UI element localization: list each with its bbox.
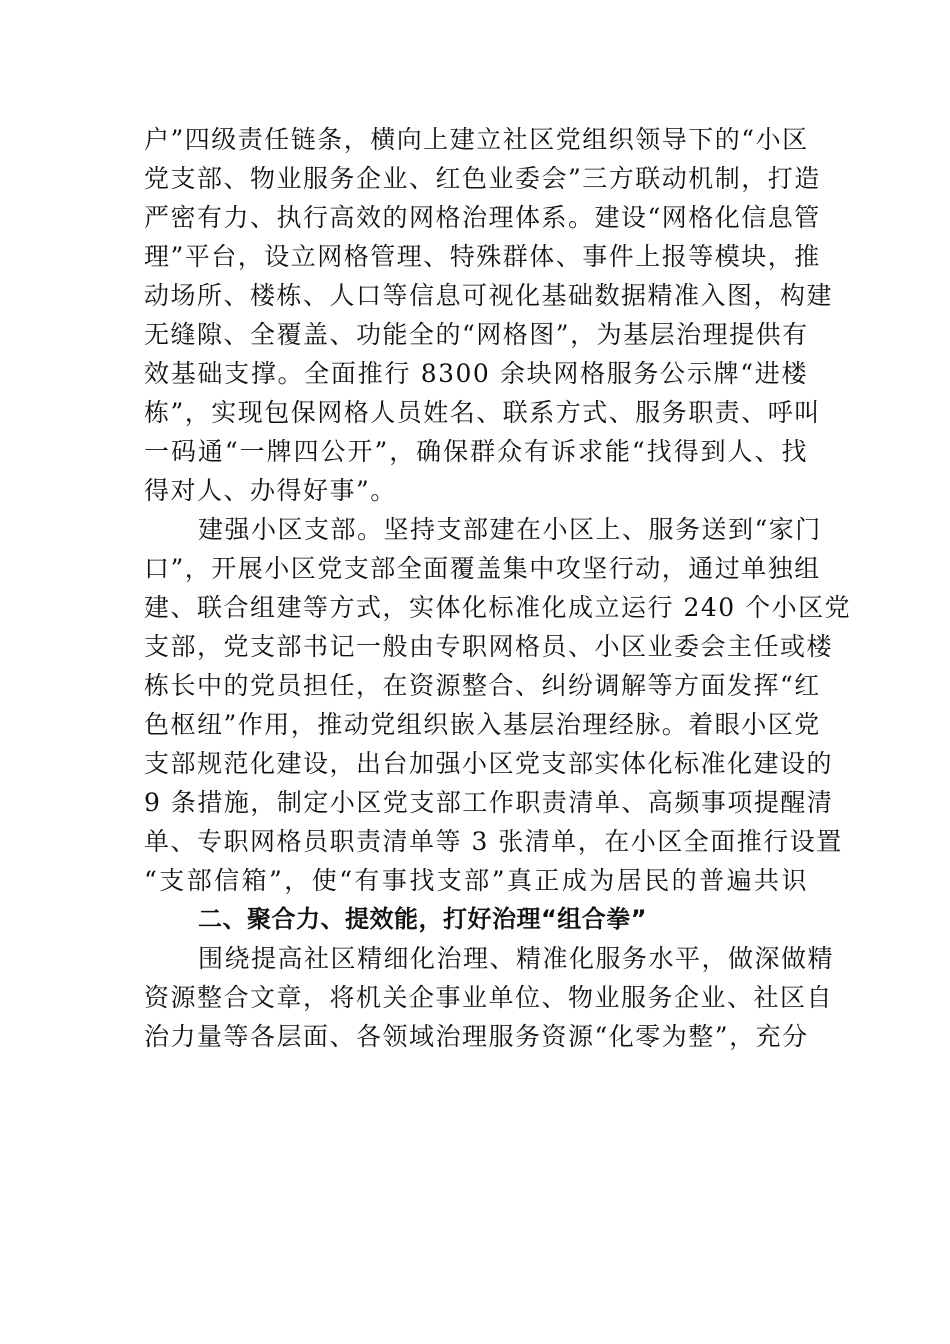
section-heading: 二、聚合力、提效能，打好治理“组合拳” [198,905,648,933]
text-line: 严密有力、执行高效的网格治理体系。建设“网格化信息管 [144,203,821,232]
text-line: 口”，开展小区党支部全面覆盖集中攻坚行动，通过单独组 [144,554,821,583]
document-body [144,120,852,1056]
text-line: 党支部、物业服务企业、红色业委会”三方联动机制，打造 [144,164,821,193]
text-line: 户”四级责任链条，横向上建立社区党组织领导下的“小区 [144,125,809,154]
text-line: 建、联合组建等方式，实体化标准化成立运行 240 个小区党 [144,593,852,622]
text-line: 色枢纽”作用，推动党组织嵌入基层治理经脉。着眼小区党 [144,710,821,739]
text-line: 栋”，实现包保网格人员姓名、联系方式、服务职责、呼叫 [144,398,821,427]
text-line: 建强小区支部。坚持支部建在小区上、服务送到“家门 [198,515,822,544]
paragraph-community-branch [144,510,852,900]
text-line: 栋长中的党员担任，在资源整合、纠纷调解等方面发挥“红 [144,671,821,700]
text-line: 9 条措施，制定小区党支部工作职责清单、高频事项提醒清 [144,788,834,817]
paragraph-grid-governance [144,120,834,510]
text-line: 效基础支撑。全面推行 8300 余块网格服务公示牌“进楼 [144,359,808,388]
text-line: 得对人、办得好事”。 [144,476,397,505]
text-line: “支部信箱”，使“有事找支部”真正成为居民的普遍共识 [144,866,808,895]
text-line: 资源整合文章，将机关企事业单位、物业服务企业、社区自 [144,983,834,1012]
text-line: 单、专职网格员职责清单等 3 张清单，在小区全面推行设置 [144,827,843,856]
paragraph-resource-integration [144,939,835,1056]
text-line: 治力量等各层面、各领域治理服务资源“化零为整”，充分 [144,1022,809,1051]
text-line: 理”平台，设立网格管理、特殊群体、事件上报等模块，推 [144,242,821,271]
text-line: 一码通“一牌四公开”，确保群众有诉求能“找得到人、找 [144,437,808,466]
text-line: 支部规范化建设，出台加强小区党支部实体化标准化建设的 [144,749,834,778]
text-line: 支部，党支部书记一般由专职网格员、小区业委会主任或楼 [144,632,834,661]
text-line: 围绕提高社区精细化治理、精准化服务水平，做深做精 [198,944,835,973]
text-line: 无缝隙、全覆盖、功能全的“网格图”，为基层治理提供有 [144,320,809,349]
text-line: 动场所、楼栋、人口等信息可视化基础数据精准入图，构建 [144,281,834,310]
